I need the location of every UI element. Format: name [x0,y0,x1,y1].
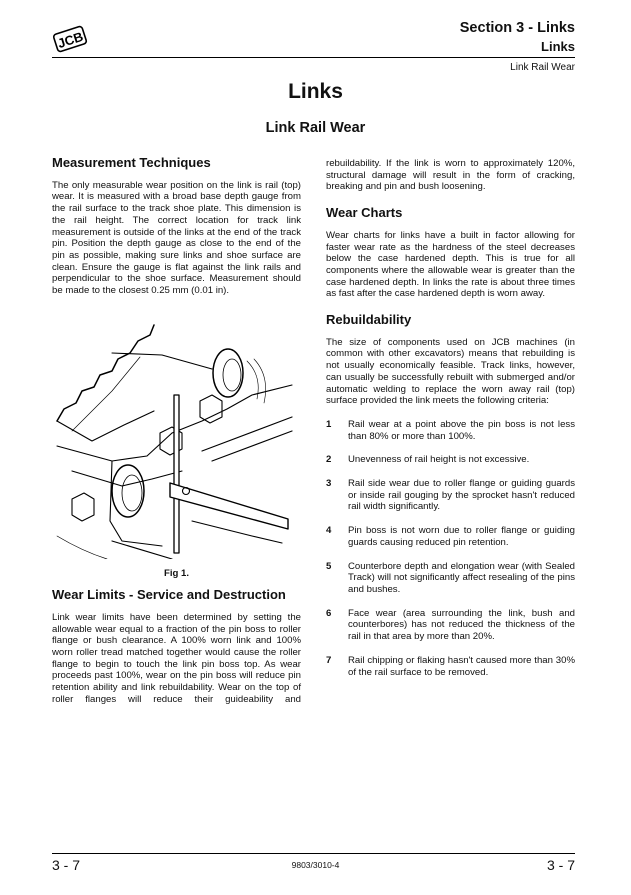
page-number-left: 3 - 7 [52,857,81,873]
criteria-item [326,525,575,548]
wear-charts-body: Wear charts for links have a built in factor allowing for faster wear rate as the hardness of the steel decreases below the case hardened depth. This is true for all components where the allowable wear is greater than the case hardened depth. In links the rate is about three times as fast after the case hardened depth is worn away. [326,229,575,300]
criteria-number: 3 [326,478,332,490]
document-number: 9803/3010-4 [291,860,340,870]
page-number-right: 3 - 7 [546,857,575,873]
header-rule [52,57,575,58]
criteria-number: 6 [326,607,332,619]
criteria-number: 1 [326,418,332,430]
criteria-number: 7 [326,654,332,666]
jcb-logo [52,24,88,54]
criteria-list [326,419,575,678]
criteria-text: Rail chipping or flaking hasn't caused more than 30% of the rail surface to be removed. [348,654,575,678]
criteria-item [326,655,575,678]
page-subtitle: Link Rail Wear [265,120,366,136]
figure-caption: Fig 1. [163,568,190,580]
wear-charts-heading: Wear Charts [326,205,403,221]
figure-depth-gauge-illustration [52,321,301,559]
footer-rule [52,853,575,854]
criteria-item [326,419,575,442]
section-title: Section 3 - Links [459,20,575,36]
topic-label: Link Rail Wear [510,62,575,73]
criteria-number: 5 [326,560,332,572]
right-column [326,158,575,690]
criteria-item [326,478,575,513]
criteria-text: Counterbore depth and elongation wear (with Sealed Track) will not significantly affect resealing of the pins and bushes. [348,560,575,595]
wear-limits-body: Link wear limits have been determined by setting the allowable wear equal to a fraction of the pin boss to roller flange or bush clearance. A 100% worn link and 100% worn roller tread matched together would cause the roller flange to begin to touch the link pin boss top. As wear proceeds past 100%, wear on the pin boss will reduce pin retention ability and link rebuildability. Wear on the top of roller flanges will reduce their guideability and [52,611,301,705]
criteria-text: Unevenness of rail height is not excessive. [348,454,530,466]
wear-limits-heading: Wear Limits - Service and Destruction [52,587,286,603]
measurement-heading: Measurement Techniques [52,155,211,170]
criteria-text: Pin boss is not worn due to roller flange or guiding guards causing reduced pin retention. [348,525,575,548]
criteria-item [326,561,575,596]
criteria-item [326,454,575,466]
rebuildability-heading: Rebuildability [326,312,412,328]
continuation-text: rebuildability. If the link is worn to approximately 120%, structural damage will result in the form of cracking, breaking and pin and bush loosening. [326,158,575,193]
left-column [52,157,301,717]
criteria-text: Rail side wear due to roller flange or guiding guards or inside rail gouging by the sprocket hasn't reduced rail width significantly. [348,478,575,513]
criteria-number: 4 [326,525,332,537]
criteria-number: 2 [326,454,332,466]
page-title: Links [288,80,343,103]
subsection-title: Links [541,39,575,54]
criteria-item [326,608,575,643]
jcb-logo-text: JCB [55,28,85,52]
criteria-text: Face wear (area surrounding the link, bush and counterbores) has not reduced the thickness of the rail in that area by more than 20%. [348,607,575,643]
rebuildability-body: The size of components used on JCB machines (in common with other excavators) means that rebuilding is not usually economically feasible. Track links, however, can usually be successfully rebuilt with submerged and/or automatic welding to replace the worn away rail (top) surface provided the link meets the following criteria: [326,336,575,407]
criteria-text: Rail wear at a point above the pin boss is not less than 80% or more than 100%. [348,418,575,442]
measurement-body: The only measurable wear position on the link is rail (top) wear. It is measured with a broad base depth gauge from the rail surface to the track shoe plate. This dimension is the rail height. The correct location for track link measurement is outside of the links at the end of the track pin. Position the depth gauge as close to the end of the pin as possible, making sure links and shoe surface are clean. Ensure the gauge is flat against the link rails and perpendicular to the shoe surface. Measurement should be made to the closest 0.25 mm (0.01 in). [52,179,301,297]
